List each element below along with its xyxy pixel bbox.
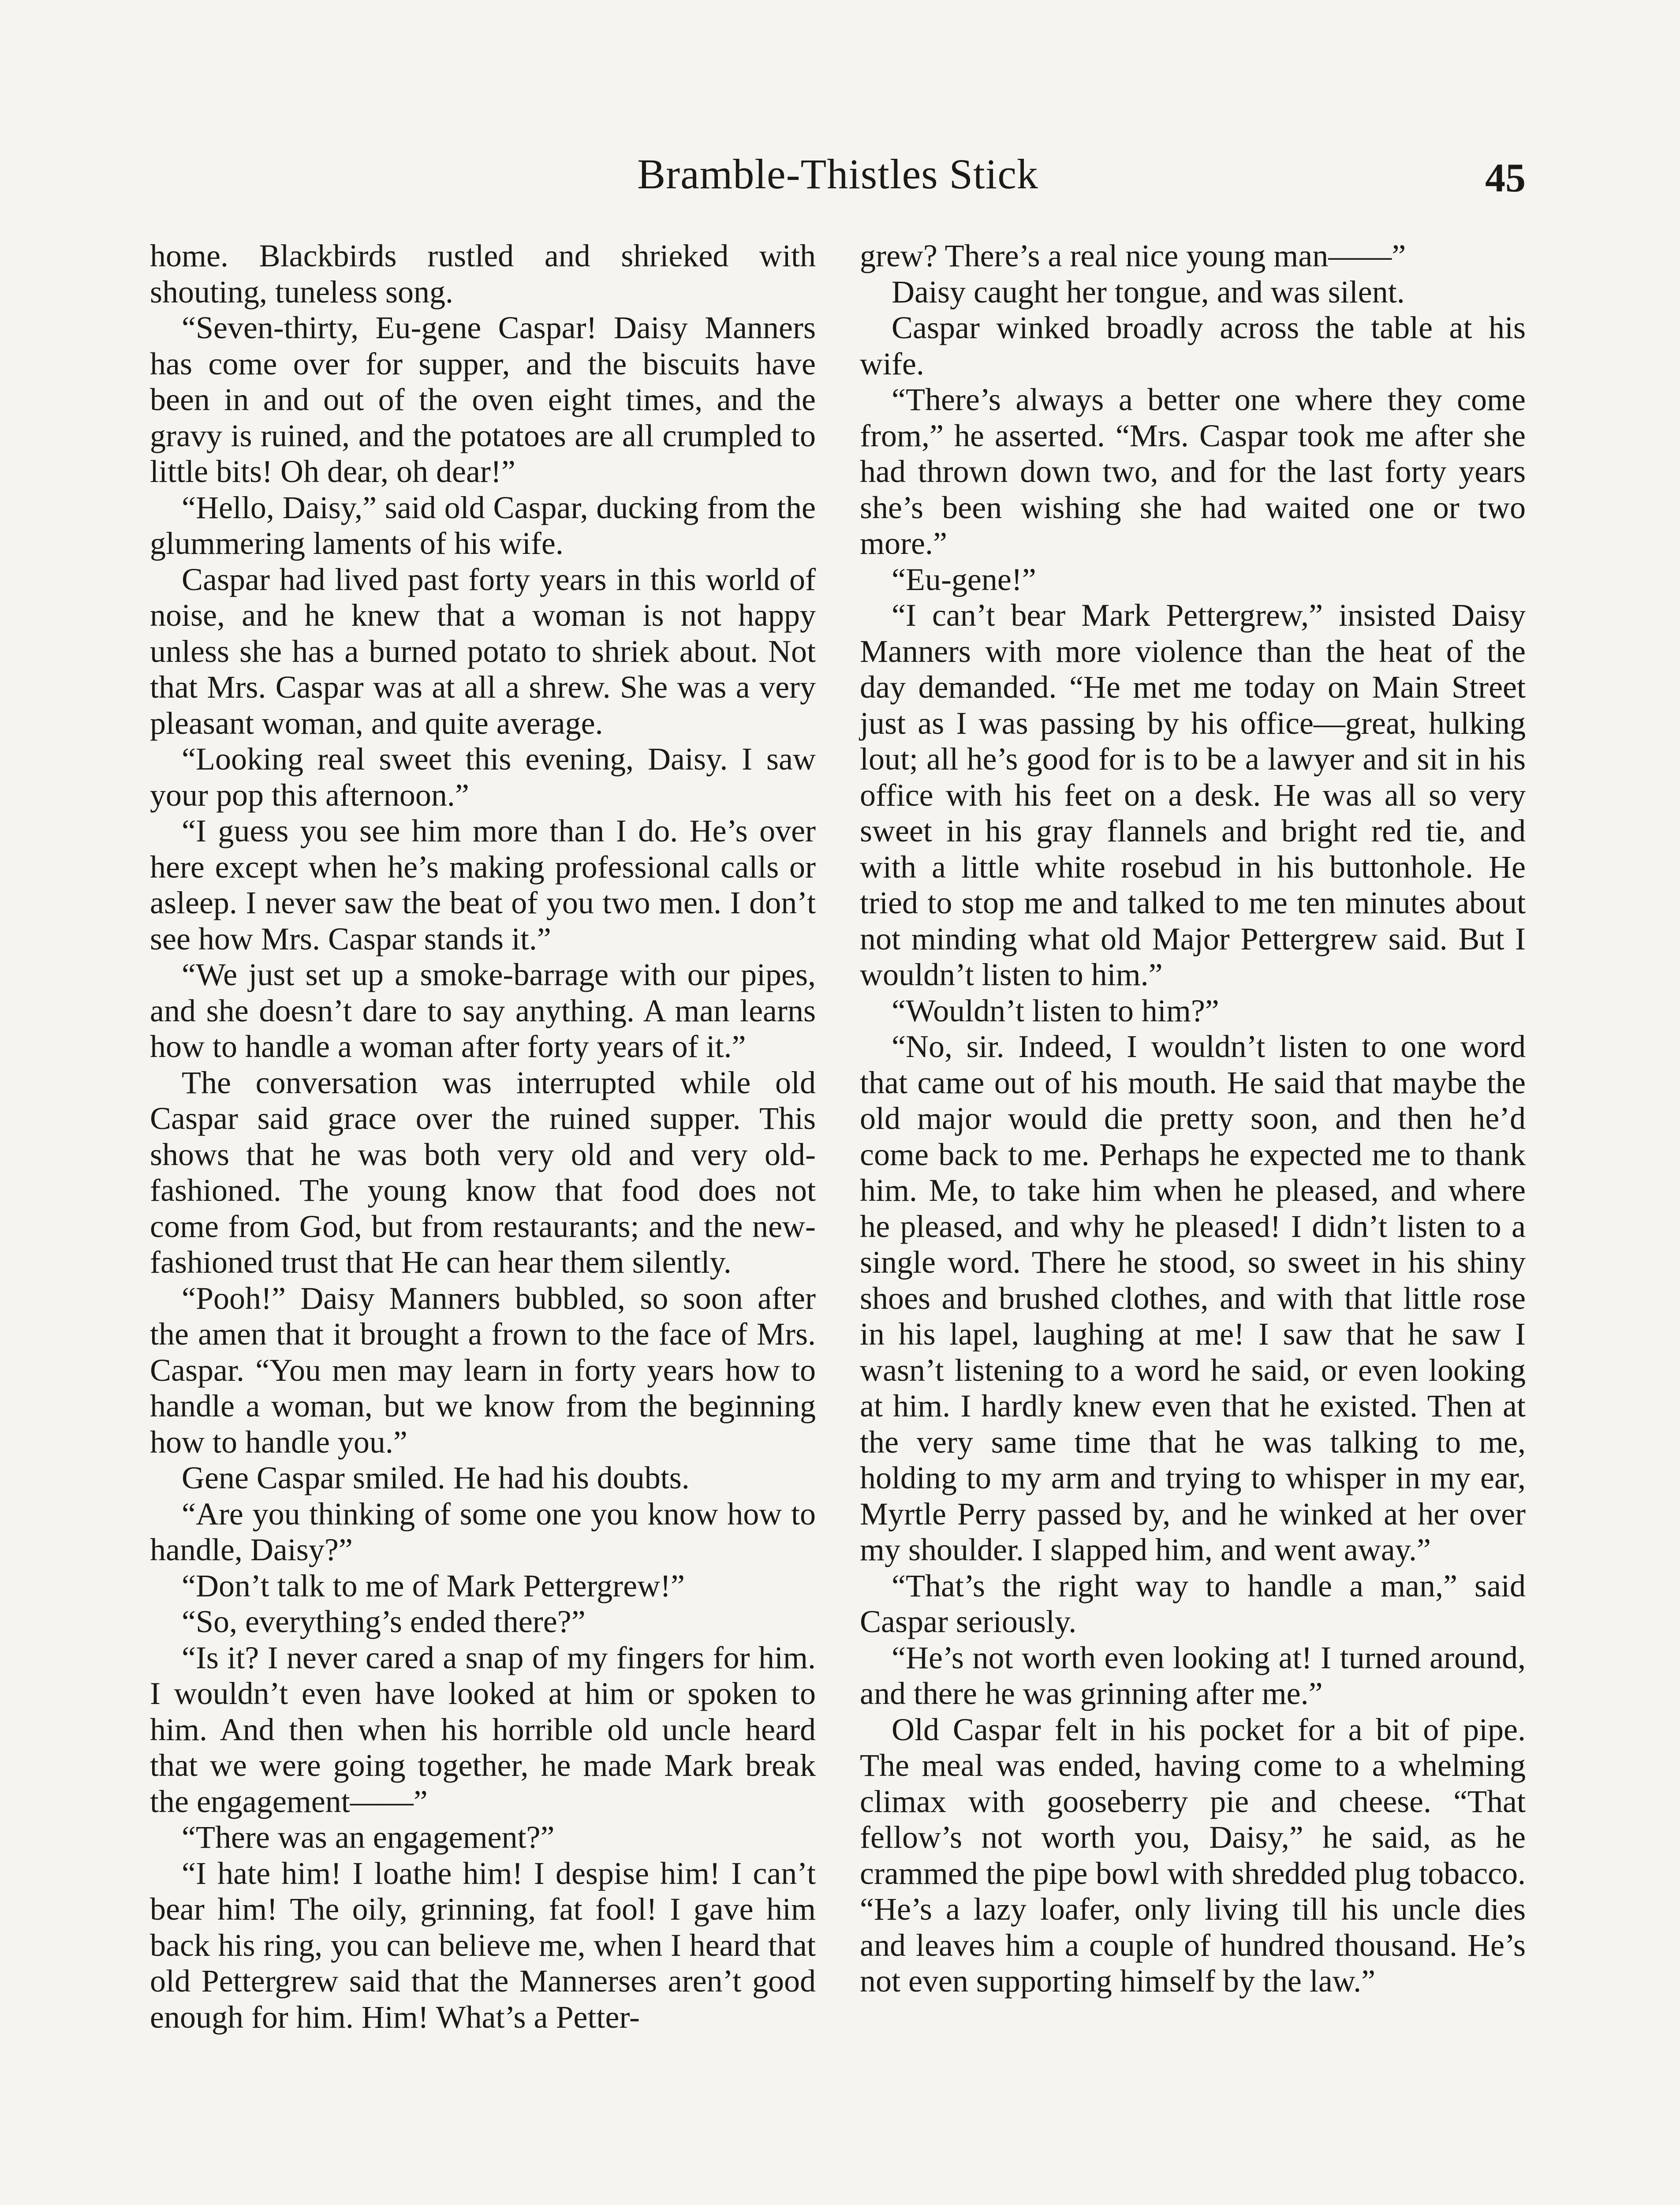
paragraph: “Looking real sweet this evening, Daisy. I saw your pop this afternoon.”: [150, 741, 816, 813]
paragraph: “Don’t talk to me of Mark Pettergrew!”: [182, 1568, 685, 1603]
page-number: 45: [1485, 155, 1526, 200]
paragraph: “No, sir. Indeed, I wouldn’t listen to one word that came out of his mouth. He said that maybe the old major would die pretty soon, and then he’d come back to me. Perhaps he expected me to thank him. Me, to take him when he pleased, and where he pleased, and why he pleased! I didn’t listen to a single word. There he stood, so sweet in his shiny shoes and brushed clothes, and with that little rose in his lapel, laughing at me! I saw that he saw I wasn’t listening to a word he said, or even looking at him. I hardly knew even that he existed. Then at the very same time that he was talking to me, holding to my arm and trying to whisper in my ear, Myrtle Perry passed by, and he winked at her over my shoulder. I slapped him, and went away.”: [860, 1029, 1526, 1567]
paragraph: “Are you thinking of some one you know how to handle, Daisy?”: [150, 1496, 816, 1567]
paragraph: Old Caspar felt in his pocket for a bit of pipe. The meal was ended, having come to a whelming climax with gooseberry pie and cheese. “That fellow’s not worth you, Daisy,” he said, as he crammed the pipe bowl with shredded plug tobacco. “He’s a lazy loafer, only living till his uncle dies and leaves him a couple of hundred thousand. He’s not even supporting himself by the law.”: [860, 1712, 1526, 1999]
paragraph: “I guess you see him more than I do. He’s over here except when he’s making professional calls or asleep. I never saw the beat of you two men. I don’t see how Mrs. Caspar stands it.”: [150, 813, 816, 957]
paragraph: “Seven-thirty, Eu-gene Caspar! Daisy Manners has come over for supper, and the biscuits have been in and out of the oven eight times, and the gravy is ruined, and the potatoes are all crumpled to little bits! Oh dear, oh dear!”: [150, 310, 816, 489]
paragraph: “Eu-gene!”: [892, 561, 1036, 597]
paragraph: “We just set up a smoke-barrage with our pipes, and she doesn’t dare to say anything. A man learns how to handle a woman after forty years of it.”: [150, 957, 816, 1064]
paragraph: home. Blackbirds rustled and shrieked with shouting, tuneless song.: [150, 238, 816, 310]
paragraph: “There was an engagement?”: [182, 1820, 555, 1855]
paragraph: “So, everything’s ended there?”: [182, 1604, 586, 1639]
right-column: [860, 238, 1526, 1999]
paragraph: “Wouldn’t listen to him?”: [892, 993, 1219, 1028]
paragraph: “That’s the right way to handle a man,” said Caspar seriously.: [860, 1568, 1526, 1639]
paragraph: “He’s not worth even looking at! I turned around, and there he was grinning after me.”: [860, 1640, 1526, 1711]
paragraph: “Is it? I never cared a snap of my fingers for him. I wouldn’t even have looked at him or spoken to him. And then when his horrible old uncle heard that we were going together, he made Mark break the engagement——”: [150, 1640, 816, 1819]
paragraph: “Hello, Daisy,” said old Caspar, ducking from the glummering laments of his wife.: [150, 490, 816, 561]
running-head: [150, 146, 1526, 203]
paragraph: Daisy caught her tongue, and was silent.: [892, 274, 1405, 310]
paragraph: Caspar winked broadly across the table at his wife.: [860, 310, 1526, 381]
left-column: [150, 238, 816, 2035]
paragraph: Caspar had lived past forty years in this world of noise, and he knew that a woman is not happy unless she has a burned potato to shriek about. Not that Mrs. Caspar was at all a shrew. She was a very pleasant woman, and quite average.: [150, 561, 816, 741]
running-title: Bramble-Thistles Stick: [637, 150, 1038, 198]
paragraph: grew? There’s a real nice young man——”: [860, 238, 1406, 273]
paragraph: Gene Caspar smiled. He had his doubts.: [182, 1460, 690, 1495]
paragraph: “I can’t bear Mark Pettergrew,” insisted Daisy Manners with more violence than the heat of the day demanded. “He met me today on Main Street just as I was passing by his office—great, hulking lout; all he’s good for is to be a lawyer and sit in his office with his feet on a desk. He was all so very sweet in his gray flannels and bright red tie, and with a little white rosebud in his buttonhole. He tried to stop me and talked to me ten minutes about not minding what old Major Pettergrew said. But I wouldn’t listen to him.”: [860, 598, 1526, 992]
paragraph: The conversation was interrupted while old Caspar said grace over the ruined supper. This shows that he was both very old and very old-fashioned. The young know that food does not come from God, but from restaurants; and the new-fashioned trust that He can hear them silently.: [150, 1065, 816, 1280]
paragraph: “Pooh!” Daisy Manners bubbled, so soon after the amen that it brought a frown to the face of Mrs. Caspar. “You men may learn in forty years how to handle a woman, but we know from the beginning how to handle you.”: [150, 1280, 816, 1460]
paragraph: “I hate him! I loathe him! I despise him! I can’t bear him! The oily, grinning, fat fool! I gave him back his ring, you can believe me, when I heard that old Pettergrew said that the Mannerses aren’t good enough for him. Him! What’s a Petter-: [150, 1855, 816, 2035]
paragraph: “There’s always a better one where they come from,” he asserted. “Mrs. Caspar took me after she had thrown down two, and for the last forty years she’s been wishing she had waited one or two more.”: [860, 382, 1526, 561]
